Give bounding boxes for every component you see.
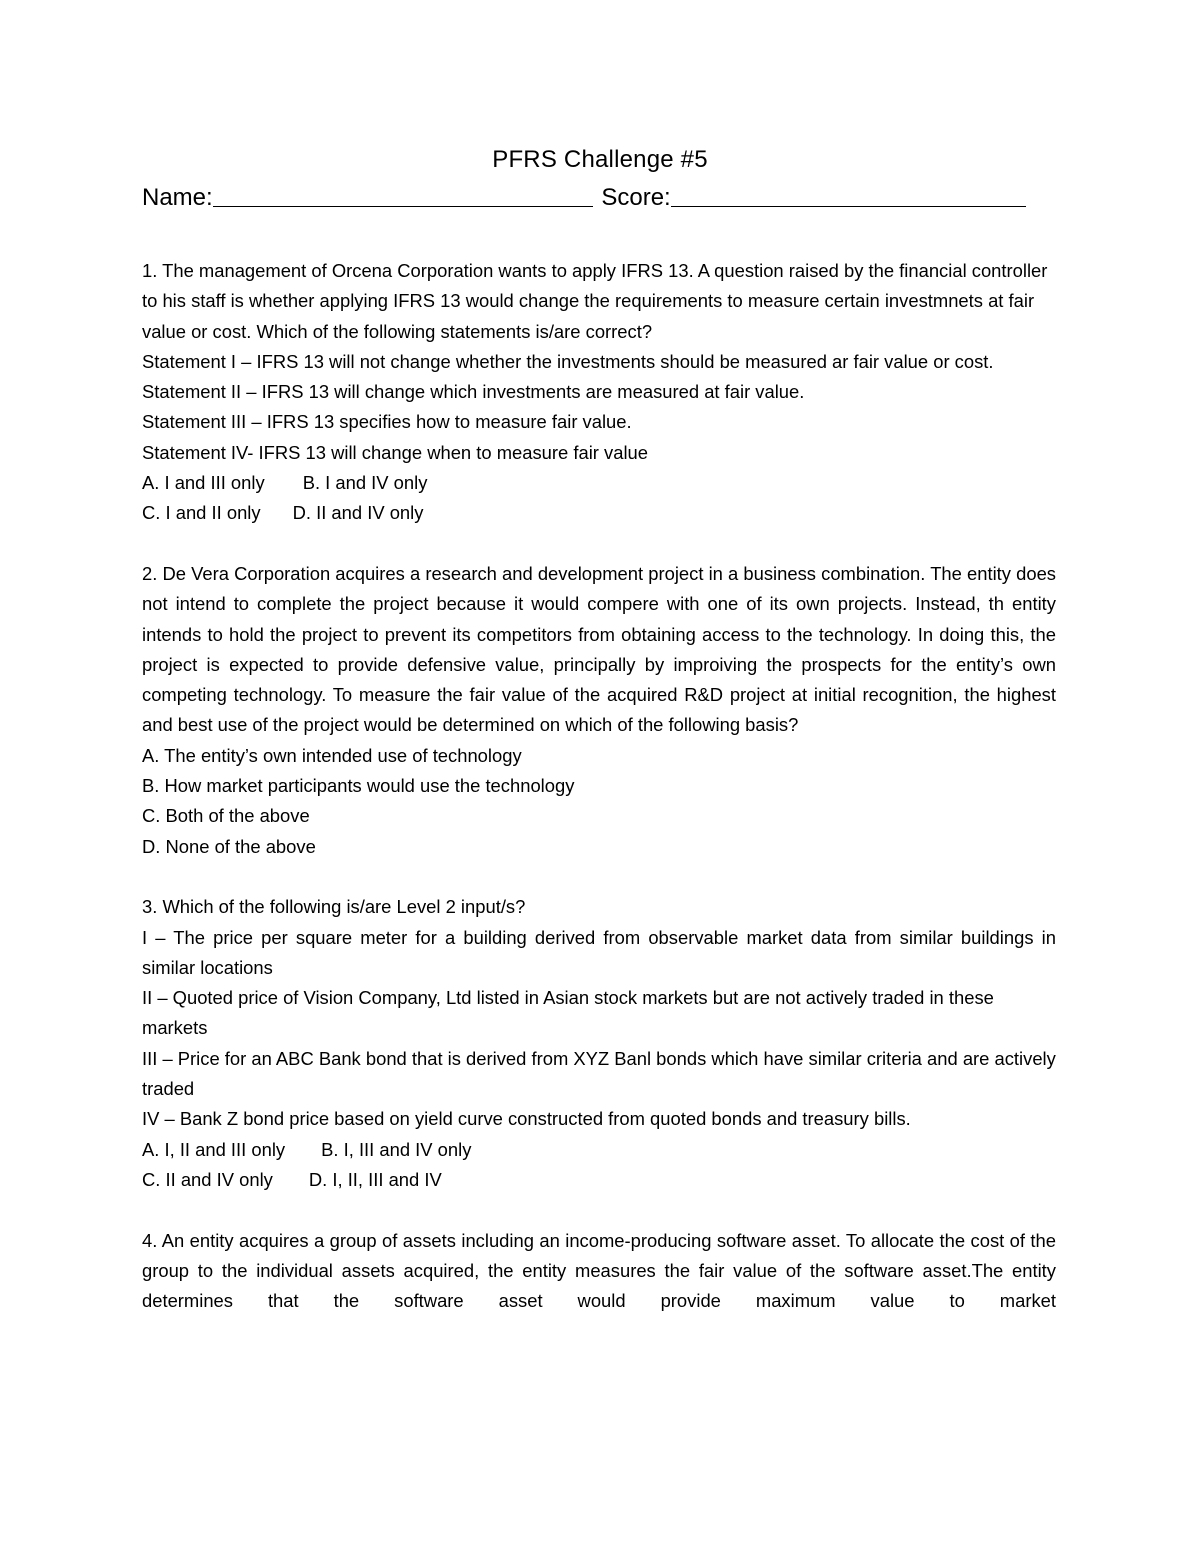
question-3-option-c: C. II and IV only (142, 1168, 273, 1190)
question-3-item-2: II – Quoted price of Vision Company, Ltd listed in Asian stock markets but are not actively traded in these markets (142, 987, 994, 1039)
question-3-option-d: D. I, II, III and IV (308, 1168, 442, 1190)
question-3-text: 3. Which of the following is/are Level 2 input/s? (142, 896, 526, 918)
question-1-statement-4: Statement IV- IFRS 13 will change when to measure fair value (142, 441, 648, 463)
question-1-statement-3: Statement III – IFRS 13 specifies how to measure fair value. (142, 411, 632, 433)
page-title: PFRS Challenge #5 (492, 146, 708, 173)
score-blank (671, 182, 1026, 207)
question-3-item-3: III – Price for an ABC Bank bond that is derived from XYZ Banl bonds which have similar criteria and are actively traded (142, 1047, 1056, 1100)
question-1-option-d: D. II and IV only (292, 502, 424, 524)
question-3-options-row-1 (142, 1135, 1056, 1165)
question-2-text: 2. De Vera Corporation acquires a research and development project in a business combination. The entity does not intend to complete the project because it would compere with one of its own projects. Instead, th entity intends to hold the project to prevent its competitors from obtaining access to the technology. In doing this, the project is expected to provide defensive value, principally by improiving the prospects for the entity’s own competing technology. To measure the fair value of the acquired R&D project at initial recognition, the highest and best use of the project would be determined on which of the following basis? (142, 562, 1056, 736)
question-3-item-4: IV – Bank Z bond price based on yield curve constructed from quoted bonds and treasury bills. (142, 1108, 911, 1130)
question-3-option-a: A. I, II and III only (142, 1138, 286, 1160)
question-2-option-d: D. None of the above (142, 835, 316, 857)
question-3-item-1: I – The price per square meter for a building derived from observable market data from similar buildings in similar locations (142, 926, 1056, 978)
question-2-option-a: A. The entity’s own intended use of technology (142, 744, 522, 766)
question-1-options-row-1 (142, 468, 1056, 498)
question-4 (142, 1226, 1056, 1317)
name-score-line (142, 181, 1042, 215)
score-label: Score: (601, 184, 671, 211)
name-label: Name: (142, 184, 213, 211)
question-1-text: 1. The management of Orcena Corporation wants to apply IFRS 13. A question raised by the financial controller to his staff is whether applying IFRS 13 would change the requirements to measure certain investmnets at fair value or cost. Which of the following statements is/are correct? (142, 260, 1048, 342)
question-2-option-c: C. Both of the above (142, 805, 310, 827)
question-3-options-row-2 (142, 1165, 1056, 1195)
question-1-statement-2: Statement II – IFRS 13 will change which investments are measured at fair value. (142, 381, 805, 403)
question-1-option-c: C. I and II only (142, 502, 261, 524)
questions-container (142, 256, 1056, 1316)
question-1-option-b: B. I and IV only (302, 472, 428, 494)
question-3 (142, 892, 1056, 1195)
question-1 (142, 256, 1056, 529)
question-2-option-b: B. How market participants would use the technology (142, 775, 575, 797)
question-2 (142, 559, 1056, 862)
question-1-statement-1: Statement I – IFRS 13 will not change whether the investments should be measured ar fair value or cost. (142, 350, 994, 372)
question-4-text: 4. An entity acquires a group of assets including an income-producing software asset. To allocate the cost of the group to the individual assets acquired, the entity measures the fair value of the software asset.The entity determines that the software asset would provide maximum value to market (142, 1229, 1056, 1312)
name-blank (213, 182, 593, 207)
question-1-option-a: A. I and III only (142, 472, 265, 494)
question-3-option-b: B. I, III and IV only (321, 1138, 472, 1160)
question-1-options-row-2 (142, 498, 1056, 528)
